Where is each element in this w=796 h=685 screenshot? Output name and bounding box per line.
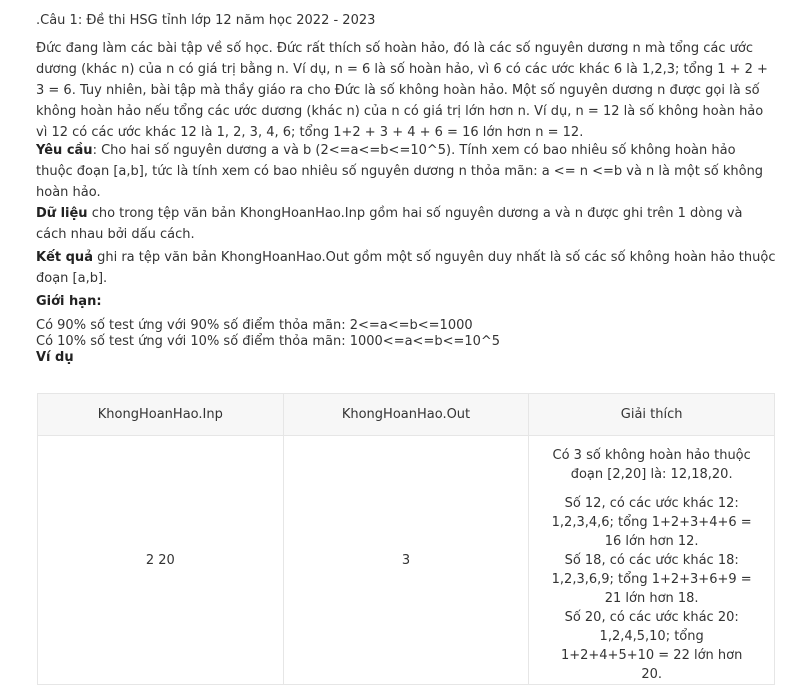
explain-intro: Có 3 số không hoàn hảo thuộc đoạn [2,20] là: 12,18,20. (552, 448, 751, 482)
intro-paragraph: Đức đang làm các bài tập về số học. Đức rất thích số hoàn hảo, đó là các số nguyên dương n mà tổng các ước dương (khác n) của n có giá trị bằng n. Ví dụ, n = 6 là số hoàn hảo, vì 6 có các ước khác 6 là 1,2,3; tổng 1 + 2 + 3 = 6. Tuy nhiên, bài tập mà thầy giáo ra cho Đức là số không hoàn hảo. Một số nguyên dương n được gọi là số không hoàn hảo nếu tổng các ước dương (khác n) của n có giá trị lớn hơn n. Ví dụ, n = 12 là số không hoàn hảo vì 12 có các ước khác 12 là 1, 2, 3, 4, 6; tổng 1+2 + 3 + 4 + 6 = 16 lớn hơn n = 12. (36, 41, 768, 140)
table-row (38, 436, 775, 685)
example-heading: Ví dụ (36, 350, 74, 365)
input-label: Dữ liệu (36, 206, 88, 221)
header-out: KhongHoanHao.Out (283, 394, 529, 436)
header-inp: KhongHoanHao.Inp (38, 394, 284, 436)
requirement-text: : Cho hai số nguyên dương a và b (2<=a<=b<=10^5). Tính xem có bao nhiêu số không hoàn hảo thuộc đoạn [a,b], tức là tính xem có bao nhiêu số nguyên dương n thỏa mãn: a <= n <=b và n là một số không hoàn hảo. (36, 143, 764, 200)
explain-line-20: Số 20, có các ước khác 20: 1,2,4,5,10; tổng 1+2+4+5+10 = 22 lớn hơn 20. (560, 610, 743, 682)
explain-line-18: Số 18, có các ước khác 18: 1,2,3,6,9; tổng 1+2+3+6+9 = 21 lớn hơn 18. (551, 553, 752, 606)
requirement-paragraph (36, 140, 776, 203)
output-text: ghi ra tệp văn bản KhongHoanHao.Out gồm một số nguyên duy nhất là số các số không hoàn hảo thuộc đoạn [a,b]. (36, 250, 776, 286)
problem-title: .Câu 1: Đề thi HSG tỉnh lớp 12 năm học 2022 - 2023 (36, 13, 376, 28)
output-label: Kết quả (36, 250, 93, 265)
input-text: cho trong tệp văn bản KhongHoanHao.Inp gồm hai số nguyên dương a và n được ghi trên 1 dòng và cách nhau bởi dấu cách. (36, 206, 743, 242)
requirement-label: Yêu cầu (36, 143, 93, 158)
cell-inp: 2 20 (38, 436, 284, 685)
limits-heading: Giới hạn: (36, 294, 102, 309)
cell-explain (529, 436, 775, 685)
limit-line-2: Có 10% số test ứng với 10% số điểm thỏa mãn: 1000<=a<=b<=10^5 (36, 334, 501, 349)
example-table (37, 393, 775, 685)
limit-line-1: Có 90% số test ứng với 90% số điểm thỏa mãn: 2<=a<=b<=1000 (36, 318, 473, 333)
table-header-row (38, 394, 775, 436)
header-explain: Giải thích (529, 394, 775, 436)
output-paragraph (36, 247, 776, 289)
explain-line-12: Số 12, có các ước khác 12: 1,2,3,4,6; tổng 1+2+3+4+6 = 16 lớn hơn 12. (551, 496, 752, 549)
limits-list (36, 318, 776, 366)
input-paragraph (36, 203, 776, 245)
cell-out: 3 (283, 436, 529, 685)
explain-block (539, 436, 764, 684)
